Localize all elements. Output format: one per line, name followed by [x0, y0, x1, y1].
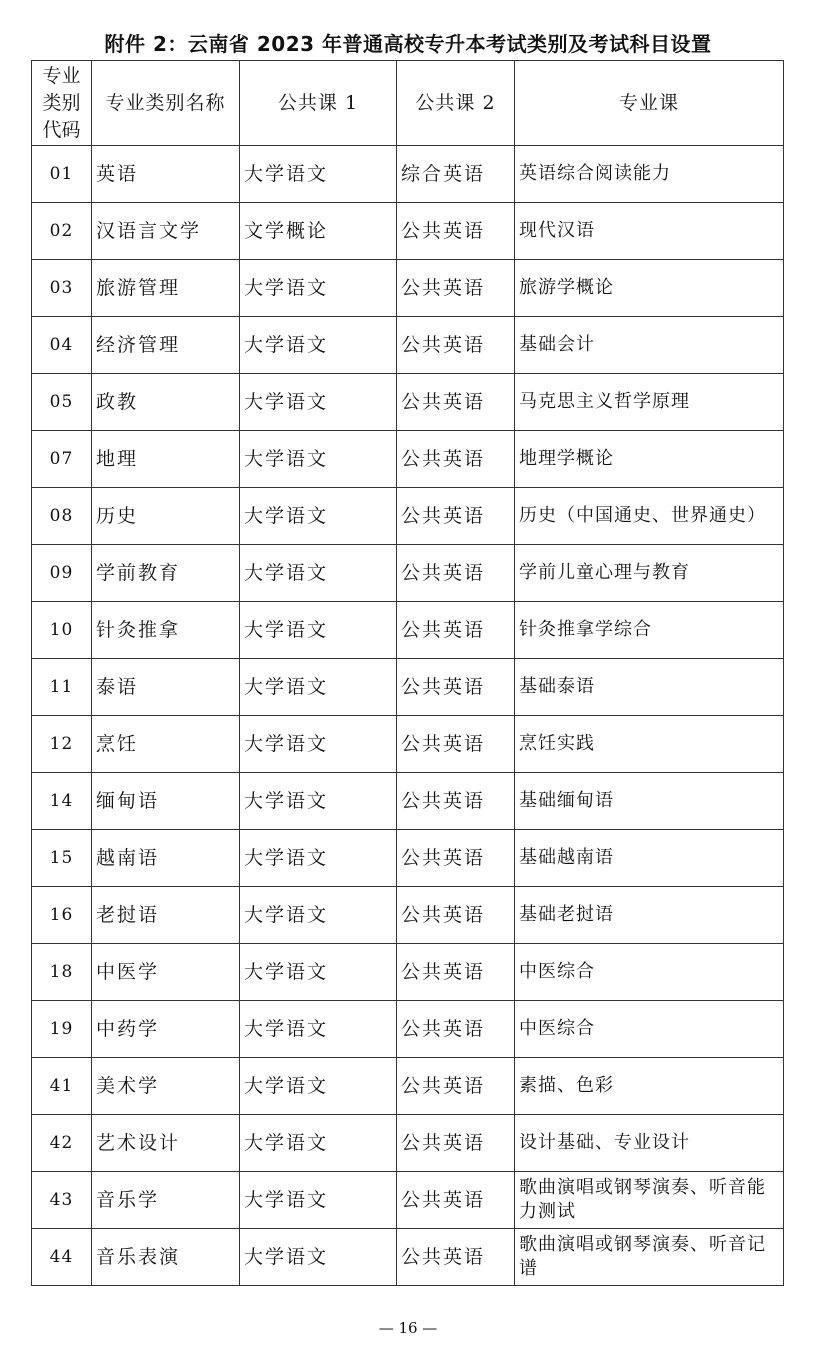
cell-major-course: 歌曲演唱或钢琴演奏、听音能力测试: [515, 1172, 784, 1229]
cell-public-course-2: 公共英语: [397, 488, 515, 545]
cell-public-course-2: 公共英语: [397, 1058, 515, 1115]
cell-public-course-2: 公共英语: [397, 1001, 515, 1058]
table-body: [32, 146, 784, 1286]
cell-category-code: 42: [32, 1115, 92, 1172]
cell-public-course-1: 大学语文: [240, 830, 397, 887]
cell-public-course-1: 大学语文: [240, 317, 397, 374]
cell-category-code: 16: [32, 887, 92, 944]
cell-public-course-2: 公共英语: [397, 659, 515, 716]
cell-public-course-1: 大学语文: [240, 1115, 397, 1172]
table-row: [32, 1172, 784, 1229]
cell-category-name: 针灸推拿: [92, 602, 240, 659]
cell-major-course: 针灸推拿学综合: [515, 602, 784, 659]
cell-major-course: 基础越南语: [515, 830, 784, 887]
cell-public-course-2: 公共英语: [397, 545, 515, 602]
cell-major-course: 歌曲演唱或钢琴演奏、听音记谱: [515, 1229, 784, 1286]
table-row: [32, 203, 784, 260]
cell-category-code: 12: [32, 716, 92, 773]
cell-category-code: 18: [32, 944, 92, 1001]
cell-category-name: 经济管理: [92, 317, 240, 374]
cell-public-course-2: 公共英语: [397, 830, 515, 887]
cell-major-course: 基础泰语: [515, 659, 784, 716]
cell-category-name: 中药学: [92, 1001, 240, 1058]
cell-category-name: 英语: [92, 146, 240, 203]
cell-category-name: 学前教育: [92, 545, 240, 602]
cell-major-course: 基础会计: [515, 317, 784, 374]
cell-category-name: 历史: [92, 488, 240, 545]
cell-public-course-1: 大学语文: [240, 488, 397, 545]
cell-public-course-1: 文学概论: [240, 203, 397, 260]
table-row: [32, 887, 784, 944]
cell-public-course-2: 公共英语: [397, 602, 515, 659]
cell-public-course-2: 公共英语: [397, 887, 515, 944]
cell-category-code: 05: [32, 374, 92, 431]
cell-major-course: 中医综合: [515, 944, 784, 1001]
table-row: [32, 944, 784, 1001]
cell-public-course-1: 大学语文: [240, 374, 397, 431]
cell-public-course-2: 公共英语: [397, 374, 515, 431]
header-code-line: 类别: [42, 91, 81, 114]
header-category-name: 专业类别名称: [92, 61, 240, 146]
cell-public-course-1: 大学语文: [240, 944, 397, 1001]
cell-category-code: 02: [32, 203, 92, 260]
cell-category-name: 政教: [92, 374, 240, 431]
cell-public-course-2: 公共英语: [397, 317, 515, 374]
cell-public-course-1: 大学语文: [240, 887, 397, 944]
cell-major-course: 设计基础、专业设计: [515, 1115, 784, 1172]
cell-public-course-1: 大学语文: [240, 260, 397, 317]
cell-public-course-2: 公共英语: [397, 260, 515, 317]
table-row: [32, 716, 784, 773]
cell-category-name: 汉语言文学: [92, 203, 240, 260]
cell-major-course: 基础老挝语: [515, 887, 784, 944]
cell-public-course-1: 大学语文: [240, 1229, 397, 1286]
cell-major-course: 学前儿童心理与教育: [515, 545, 784, 602]
page-number: — 16 —: [378, 1319, 438, 1337]
cell-category-code: 43: [32, 1172, 92, 1229]
cell-category-code: 10: [32, 602, 92, 659]
cell-category-name: 地理: [92, 431, 240, 488]
cell-public-course-1: 大学语文: [240, 716, 397, 773]
exam-subjects-table: [31, 60, 784, 1286]
table-row: [32, 545, 784, 602]
cell-category-code: 07: [32, 431, 92, 488]
cell-public-course-2: 公共英语: [397, 431, 515, 488]
table-row: [32, 488, 784, 545]
cell-category-name: 缅甸语: [92, 773, 240, 830]
cell-major-course: 地理学概论: [515, 431, 784, 488]
cell-category-name: 中医学: [92, 944, 240, 1001]
cell-category-name: 音乐表演: [92, 1229, 240, 1286]
cell-category-name: 烹饪: [92, 716, 240, 773]
page-title: 附件 2：云南省 2023 年普通高校专升本考试类别及考试科目设置: [104, 32, 712, 56]
table-row: [32, 374, 784, 431]
cell-category-name: 泰语: [92, 659, 240, 716]
table-row: [32, 317, 784, 374]
cell-major-course: 旅游学概论: [515, 260, 784, 317]
cell-public-course-2: 公共英语: [397, 1172, 515, 1229]
cell-major-course: 英语综合阅读能力: [515, 146, 784, 203]
table-row: [32, 146, 784, 203]
cell-public-course-2: 公共英语: [397, 773, 515, 830]
cell-public-course-1: 大学语文: [240, 1058, 397, 1115]
cell-public-course-2: 公共英语: [397, 1115, 515, 1172]
cell-category-code: 15: [32, 830, 92, 887]
cell-category-name: 老挝语: [92, 887, 240, 944]
cell-major-course: 中医综合: [515, 1001, 784, 1058]
cell-category-name: 越南语: [92, 830, 240, 887]
cell-public-course-1: 大学语文: [240, 431, 397, 488]
cell-major-course: 现代汉语: [515, 203, 784, 260]
table-row: [32, 1001, 784, 1058]
cell-category-code: 01: [32, 146, 92, 203]
cell-major-course: 历史（中国通史、世界通史）: [515, 488, 784, 545]
cell-category-code: 14: [32, 773, 92, 830]
cell-category-code: 03: [32, 260, 92, 317]
cell-major-course: 烹饪实践: [515, 716, 784, 773]
header-major-course: 专业课: [515, 61, 784, 146]
table-header-row: [32, 61, 784, 146]
cell-category-code: 09: [32, 545, 92, 602]
header-code-line: 专业: [42, 64, 81, 87]
cell-category-code: 41: [32, 1058, 92, 1115]
cell-public-course-1: 大学语文: [240, 1001, 397, 1058]
cell-major-course: 马克思主义哲学原理: [515, 374, 784, 431]
cell-major-course: 素描、色彩: [515, 1058, 784, 1115]
cell-category-name: 音乐学: [92, 1172, 240, 1229]
cell-public-course-1: 大学语文: [240, 659, 397, 716]
cell-category-name: 旅游管理: [92, 260, 240, 317]
cell-public-course-1: 大学语文: [240, 1172, 397, 1229]
cell-category-name: 艺术设计: [92, 1115, 240, 1172]
cell-category-code: 44: [32, 1229, 92, 1286]
header-code-line: 代码: [42, 118, 81, 141]
cell-public-course-1: 大学语文: [240, 545, 397, 602]
header-public-course-2: 公共课 2: [397, 61, 515, 146]
table-row: [32, 602, 784, 659]
cell-category-code: 11: [32, 659, 92, 716]
cell-major-course: 基础缅甸语: [515, 773, 784, 830]
cell-category-code: 08: [32, 488, 92, 545]
header-public-course-1: 公共课 1: [240, 61, 397, 146]
cell-public-course-2: 公共英语: [397, 944, 515, 1001]
cell-public-course-2: 公共英语: [397, 1229, 515, 1286]
table-row: [32, 260, 784, 317]
table-row: [32, 659, 784, 716]
cell-category-code: 19: [32, 1001, 92, 1058]
table-row: [32, 1115, 784, 1172]
cell-public-course-2: 综合英语: [397, 146, 515, 203]
cell-public-course-2: 公共英语: [397, 203, 515, 260]
table-row: [32, 830, 784, 887]
table-row: [32, 773, 784, 830]
table-row: [32, 431, 784, 488]
cell-public-course-2: 公共英语: [397, 716, 515, 773]
cell-public-course-1: 大学语文: [240, 773, 397, 830]
cell-category-code: 04: [32, 317, 92, 374]
table-row: [32, 1058, 784, 1115]
table-row: [32, 1229, 784, 1286]
cell-public-course-1: 大学语文: [240, 146, 397, 203]
cell-category-name: 美术学: [92, 1058, 240, 1115]
header-category-code: [32, 61, 92, 146]
cell-public-course-1: 大学语文: [240, 602, 397, 659]
